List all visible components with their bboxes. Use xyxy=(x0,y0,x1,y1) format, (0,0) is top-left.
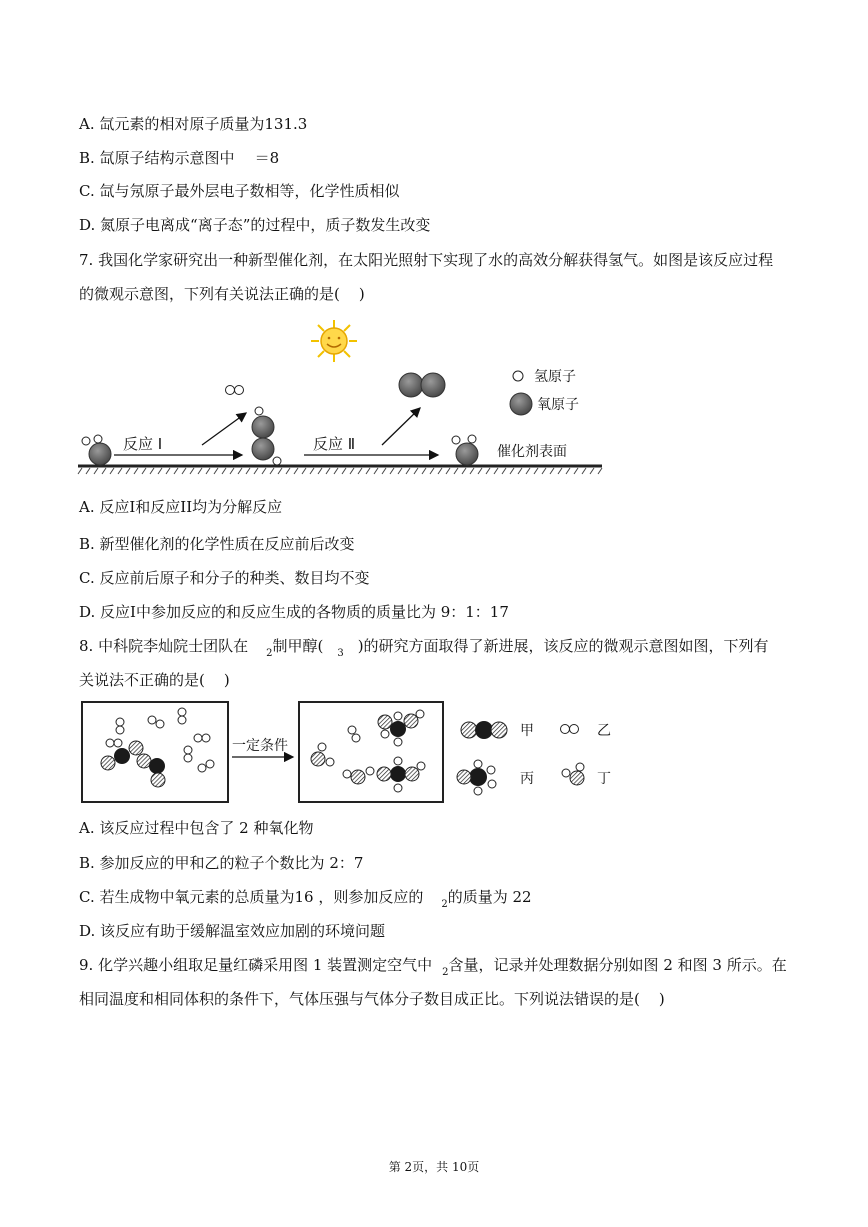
reaction-2-label: 反应 Ⅱ xyxy=(313,435,356,453)
sun-icon xyxy=(311,320,357,362)
q7-option-b: B. 新型催化剂的化学性质在反应前后改变 xyxy=(79,535,355,553)
q8-option-c-a: C. 若生成物中氧元素的总质量为16 ，则参加反应的 xyxy=(79,888,424,906)
q7-stem-line1: 7. 我国化学家研究出一种新型催化剂，在太阳光照射下实现了水的高效分解获得氢气。如图是该反应过程 xyxy=(79,251,774,269)
q8-option-c-b: 的质量为 22 xyxy=(447,888,532,906)
page-footer: 第 2页，共 10页 xyxy=(388,1160,480,1174)
catalyst-surface-label: 催化剂表面 xyxy=(497,444,567,460)
catalyst-surface xyxy=(78,466,602,474)
legend-ding-label: 丁 xyxy=(597,771,611,787)
q7-figure xyxy=(76,318,606,478)
legend-yi-label: 乙 xyxy=(597,723,611,739)
legend-oxygen-label: 氧原子 xyxy=(537,397,579,413)
legend-jia-icon xyxy=(461,721,507,739)
q9-stem-line1 xyxy=(79,955,787,978)
q8-option-c xyxy=(79,887,532,910)
legend-ding-icon xyxy=(562,763,584,785)
hydrogen-molecule xyxy=(226,386,244,395)
q6-option-c: C. 氙与氖原子最外层电子数相等，化学性质相似 xyxy=(79,182,400,200)
legend-jia-label: 甲 xyxy=(520,723,534,739)
legend-hydrogen-icon xyxy=(513,371,523,381)
water-molecule-right xyxy=(452,435,478,465)
reaction-1-label: 反应 I xyxy=(123,435,163,453)
q7-option-d: D. 反应I中参加反应的和反应生成的各物质的质量比为 9：1：17 xyxy=(79,603,509,621)
q8-stem-c: )的研究方面取得了新进展，该反应的微观示意图如图，下列有 xyxy=(357,637,769,655)
q8-stem-b: 制甲醇( xyxy=(272,637,324,655)
q8-option-a: A. 该反应过程中包含了 2 种氧化物 xyxy=(79,819,314,837)
legend-bing-icon xyxy=(457,760,496,795)
q6-option-b-post: ＝8 xyxy=(254,149,280,167)
q8-figure xyxy=(80,700,620,808)
legend-oxygen-icon xyxy=(510,393,532,415)
reaction-condition-label: 一定条件 xyxy=(232,738,288,754)
q9-stem-sub: 2 xyxy=(442,967,449,978)
q8-legend xyxy=(457,721,611,795)
legend-bing-label: 丙 xyxy=(520,771,534,787)
q8-option-c-sub: 2 xyxy=(441,899,448,910)
q6-option-b xyxy=(79,148,279,168)
q9-stem-b: 含量，记录并处理数据分别如图 2 和图 3 所示。在 xyxy=(448,956,787,974)
q6-option-a: A. 氙元素的相对原子质量为131.3 xyxy=(79,115,308,133)
legend xyxy=(510,369,579,415)
q9-stem-a: 9. 化学兴趣小组取足量红磷采用图 1 装置测定空气中 xyxy=(79,956,433,974)
q6-option-b-pre: B. 氙原子结构示意图中 xyxy=(79,149,235,167)
hydrogen-peroxide-molecule xyxy=(252,407,281,465)
oxygen-molecule xyxy=(399,373,445,397)
q8-stem-line1 xyxy=(79,636,769,659)
q6-option-d: D. 氮原子电离成“离子态”的过程中，质子数发生改变 xyxy=(79,216,431,234)
q8-stem-a: 8. 中科院李灿院士团队在 xyxy=(79,637,249,655)
q8-option-d: D. 该反应有助于缓解温室效应加剧的环境问题 xyxy=(79,922,386,940)
q8-stem-line2: 关说法不正确的是( ) xyxy=(79,671,230,689)
q8-stem-sub2: 3 xyxy=(337,648,344,659)
q7-option-c: C. 反应前后原子和分子的种类、数目均不变 xyxy=(79,569,370,587)
q7-stem-line2: 的微观示意图，下列有关说法正确的是( ) xyxy=(79,285,365,303)
q7-option-a: A. 反应I和反应II均为分解反应 xyxy=(79,498,283,516)
legend-hydrogen-label: 氢原子 xyxy=(534,369,576,385)
water-molecule-left xyxy=(82,435,111,465)
q9-stem-line2: 相同温度和相同体积的条件下，气体压强与气体分子数目成正比。下列说法错误的是( ) xyxy=(79,990,665,1008)
legend-yi-icon xyxy=(561,725,579,734)
q8-option-b: B. 参加反应的甲和乙的粒子个数比为 2：7 xyxy=(79,854,364,872)
q8-stem-sub1: 2 xyxy=(266,648,273,659)
